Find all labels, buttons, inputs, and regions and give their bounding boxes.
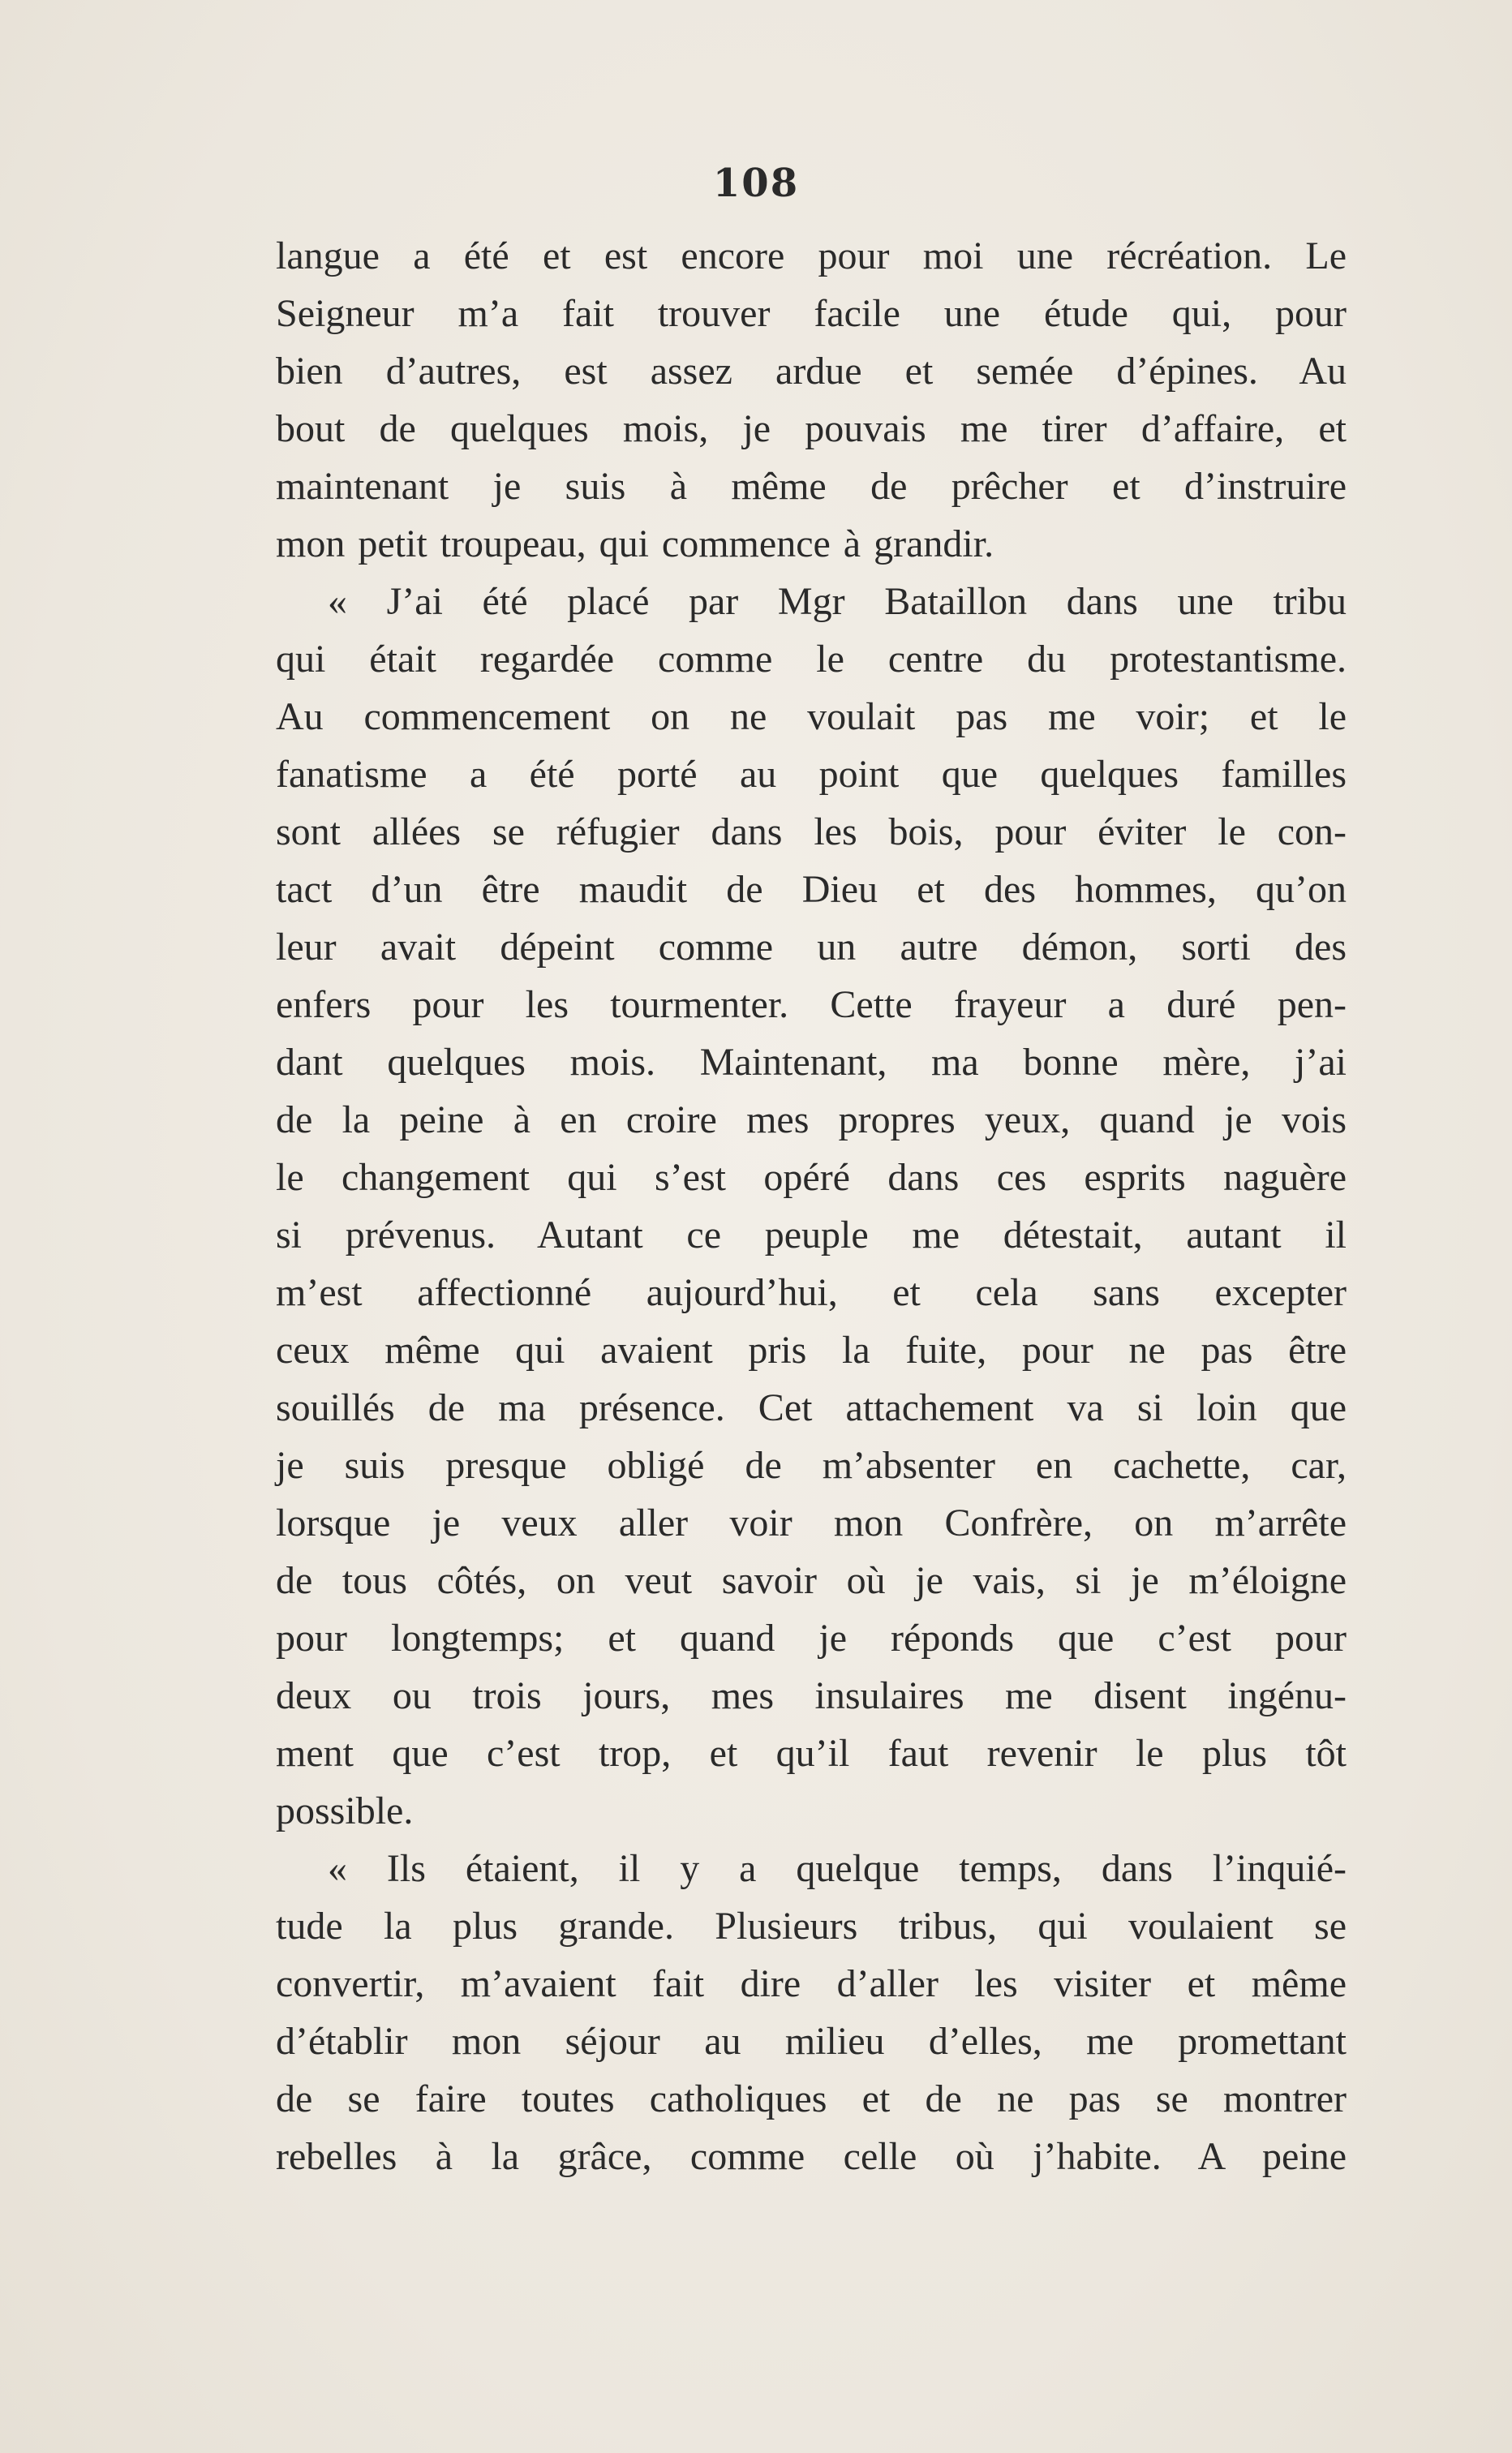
text-line: leur avait dépeint comme un autre démon, sorti des: [276, 926, 1347, 969]
text-line: Seigneur m’a fait trouver facile une étude qui, pour: [276, 292, 1347, 335]
text-line: si prévenus. Autant ce peuple me détestait, autant il: [276, 1214, 1347, 1257]
text-line: langue a été et est encore pour moi une récréation. Le: [276, 234, 1347, 277]
text-line: bien d’autres, est assez ardue et semée d’épines. Au: [276, 350, 1347, 393]
text-line: tude la plus grande. Plusieurs tribus, qui voulaient se: [276, 1905, 1347, 1948]
text-line: « Ils étaient, il y a quelque temps, dans l’inquié-: [328, 1847, 1347, 1890]
text-line: rebelles à la grâce, comme celle où j’habite. A peine: [276, 2135, 1347, 2178]
text-line: qui était regardée comme le centre du protestantisme.: [276, 638, 1347, 681]
text-line: « J’ai été placé par Mgr Bataillon dans une tribu: [328, 580, 1347, 623]
text-line: Au commencement on ne voulait pas me voir; et le: [276, 695, 1347, 738]
text-line: maintenant je suis à même de prêcher et d’instruire: [276, 465, 1347, 508]
text-line: je suis presque obligé de m’absenter en cachette, car,: [276, 1444, 1347, 1487]
text-line: pour longtemps; et quand je réponds que c’est pour: [276, 1617, 1347, 1660]
text-line: m’est affectionné aujourd’hui, et cela sans excepter: [276, 1271, 1347, 1314]
text-line: lorsque je veux aller voir mon Confrère, on m’arrête: [276, 1501, 1347, 1544]
text-line: bout de quelques mois, je pouvais me tirer d’affaire, et: [276, 407, 1347, 450]
text-line: de la peine à en croire mes propres yeux, quand je vois: [276, 1098, 1347, 1141]
text-line: possible.: [276, 1789, 414, 1832]
text-line: deux ou trois jours, mes insulaires me disent ingénu-: [276, 1674, 1347, 1717]
body-text: [276, 227, 1347, 2185]
text-line: enfers pour les tourmenter. Cette frayeur a duré pen-: [276, 983, 1347, 1026]
text-line: tact d’un être maudit de Dieu et des hommes, qu’on: [276, 868, 1347, 911]
text-line: souillés de ma présence. Cet attachement va si loin que: [276, 1386, 1347, 1429]
text-line: convertir, m’avaient fait dire d’aller les visiter et même: [276, 1962, 1347, 2005]
text-line: de tous côtés, on veut savoir où je vais, si je m’éloigne: [276, 1559, 1347, 1602]
text-line: ceux même qui avaient pris la fuite, pour ne pas être: [276, 1329, 1347, 1372]
text-line: le changement qui s’est opéré dans ces esprits naguère: [276, 1156, 1347, 1199]
text-line: de se faire toutes catholiques et de ne pas se montrer: [276, 2077, 1347, 2120]
text-line: d’établir mon séjour au milieu d’elles, me promettant: [276, 2020, 1347, 2063]
text-line: dant quelques mois. Maintenant, ma bonne mère, j’ai: [276, 1041, 1347, 1084]
text-line: ment que c’est trop, et qu’il faut revenir le plus tôt: [276, 1732, 1347, 1775]
text-line: mon petit troupeau, qui commence à grandir.: [276, 522, 994, 565]
page-number: 108: [712, 161, 800, 206]
text-line: fanatisme a été porté au point que quelques familles: [276, 753, 1347, 796]
text-line: sont allées se réfugier dans les bois, pour éviter le con-: [276, 810, 1347, 853]
